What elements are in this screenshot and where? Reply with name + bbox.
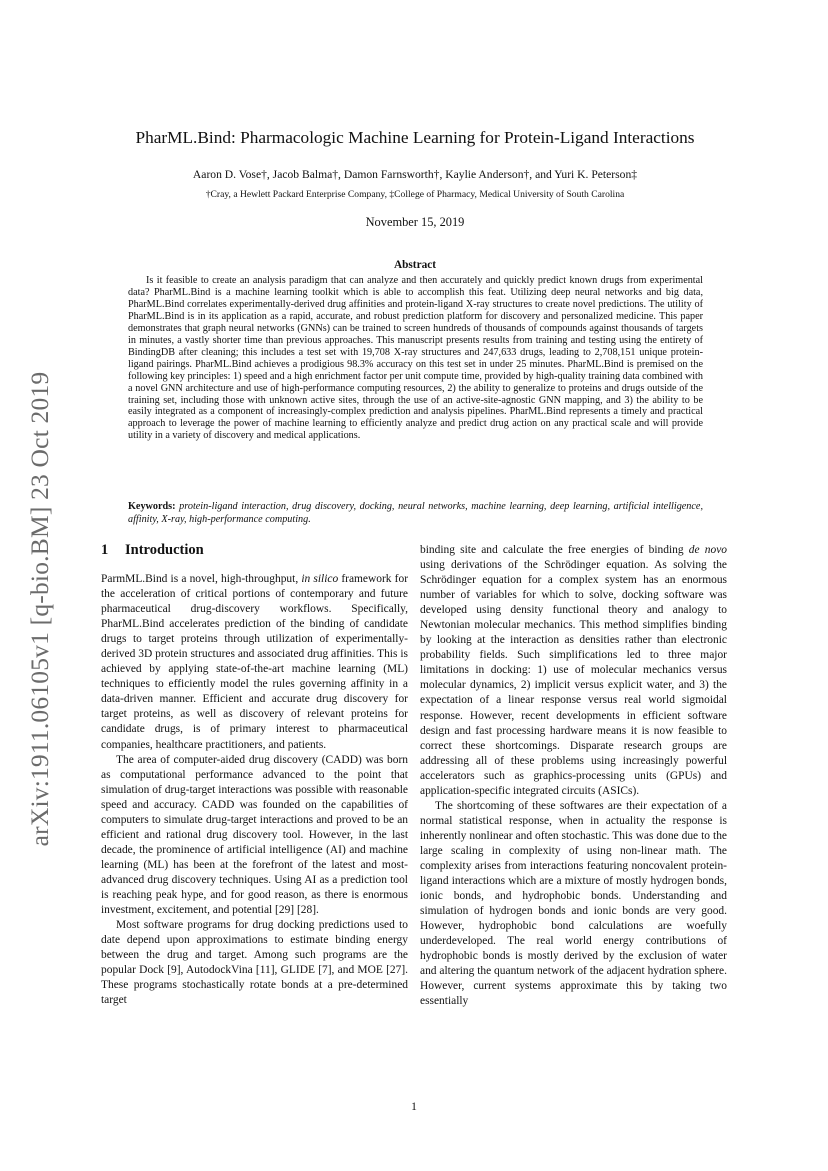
text-span: using derivations of the Schrödinger equation. As solving the Schrödinger equation for a complex system has an enormous number of variables for which to solve, docking software was developed using density functional theory and analogy to Newtonian molecular mechanics. This method simplifies binding by looking at the interaction as densities rather than electronic probability fields. Such simplifications led to three major limitations in docking: 1) use of molecular mechanics versus molecular dynamics, 2) implicit versus explicit water, and 3) the expectation of a linear response versus real world sigmoidal response. However, recent developments in efficient software design and fast processing hardware means it is now feasible to correct these shortcomings. Disparate research groups are addressing all of these problems using increasingly powerful accelerators such as graphics-processing units (GPUs) and application-specific integrated circuits (ASICs). — [420, 559, 727, 797]
keywords-label: Keywords: — [128, 501, 176, 512]
arxiv-identifier-text: arXiv:1911.06105v1 [q-bio.BM] 23 Oct 2019 — [25, 371, 54, 846]
abstract-heading: Abstract — [393, 259, 437, 271]
text-span: binding site and calculate the free energies of binding — [420, 544, 689, 556]
page-number: 1 — [411, 1101, 417, 1113]
text-span: framework for the acceleration of critical portions of contemporary and future pharmaceutical drug-discovery workflows. Specifically, PharML.Bind accelerates prediction of the binding of candidate drugs to target proteins through utilization of experimentally-derived 3D protein structures and associated drug affinities. This is achieved by applying state-of-the-art machine learning (ML) techniques to efficiently model the rules governing affinity in a data-driven manner. Efficient and accurate drug discovery for target proteins, as well as discovery of relevant proteins for candidate drugs, is of primary interest to pharmaceutical companies, healthcare practitioners, and patients. — [101, 573, 409, 751]
text-span: ParmML.Bind is a novel, high-throughput, — [101, 573, 302, 585]
abstract-text: Is it feasible to create an analysis paradigm that can analyze and then accurately and quickly predict known drugs from experimental data? PharML.Bind is a machine learning toolkit which is able to accomplish this feat. Utilizing deep neural networks and big data, PharML.Bind correlates experimentally-derived drug affinities and protein-ligand X-ray structures to create novel predictions. The utility of PharML.Bind is in its application as a rapid, accurate, and robust prediction platform for discovery and personalized medicine. This paper demonstrates that graph neural networks (GNNs) can be trained to screen hundreds of thousands of compounds against thousands of targets in minutes, a vastly shorter time than previous approaches. This manuscript presents results from training and testing using the entirety of BindingDB after cleaning; this includes a test set with 19,708 X-ray structures and 247,633 drugs, leading to 2,708,151 unique protein-ligand pairings. PharML.Bind achieves a prodigious 98.3% accuracy on this test set in under 25 minutes. PharML.Bind is premised on the following key principles: 1) speed and a high enrichment factor per unit compute time, provided by high-quality training data combined with a novel GNN architecture and use of high-performance computing resources, 2) the ability to generalize to proteins and drugs outside of the training set, including those with unknown active sites, through the use of an active-site-agnostic GNN mapping, and 3) the ability to be easily integrated as a component of increasingly-complex prediction and analysis pipelines. PharML.Bind represents a timely and practical approach to leverage the power of machine learning to efficiently analyze and predict drug action on any practical scale and will provide utility in a variety of discovery and medical applications. — [128, 275, 703, 442]
section-heading — [101, 542, 204, 559]
section-title: Introduction — [125, 542, 204, 558]
affiliations: †Cray, a Hewlett Packard Enterprise Company, ‡College of Pharmacy, Medical University of South Carolina — [205, 189, 625, 200]
emphasis-text: in silico — [301, 573, 339, 585]
paper-title: PharML.Bind: Pharmacologic Machine Learning for Protein-Ligand Interactions — [135, 128, 695, 147]
intro-paragraph-2: The area of computer-aided drug discovery (CADD) was born as computational performance advanced to the point that simulation of drug-target interactions was possible with reasonable speed and accuracy. CADD was founded on the capabilities of computers to simulate drug-target interactions and proved to be an efficient and rational drug discovery tool. However, in the last decade, the prominence of artificial intelligence (AI) and machine learning (ML) has been at the forefront of the latest and most-advanced drug discovery techniques. Using AI as a prediction tool is reaching peak hype, and for good reason, as there is enormous investment, excitement, and potential [29] [28]. — [101, 753, 408, 917]
intro-paragraph-4 — [420, 543, 727, 799]
right-column — [420, 543, 727, 1009]
section-number: 1 — [101, 542, 109, 558]
left-column — [101, 572, 408, 1008]
author-list: Aaron D. Vose†, Jacob Balma†, Damon Farnsworth†, Kaylie Anderson†, and Yuri K. Peterson‡ — [192, 168, 638, 181]
intro-paragraph-1 — [101, 572, 408, 753]
intro-paragraph-3: Most software programs for drug docking predictions used to date depend upon approximations to estimate binding energy between the drug and target. Among such programs are the popular Dock [9], AutodockVina [11], GLIDE [7], and MOE [27]. These programs stochastically rotate bonds at a pre-determined target — [101, 919, 408, 1007]
emphasis-text: de novo — [688, 544, 727, 556]
keywords-block — [128, 501, 703, 526]
arxiv-identifier — [20, 346, 60, 871]
intro-paragraph-5: The shortcoming of these softwares are their expectation of a normal statistical response, when in actuality the response is inherently nonlinear and often stochastic. This was done due to the large scaling in complexity of using non-linear math. The complexity arises from interactions featuring noncovalent protein-ligand interactions which are a mixture of mostly hydrogen bonds, ionic bonds, and hydrophobic bonds. Understanding and simulation of hydrogen bonds and ionic bonds are very good. However, hydrophobic bond calculations are woefully underdeveloped. The real world energy contributions of hydrophobic bonds is mostly derived by the exclusion of water and altering the quantum network of the adjacent hydration sphere. However, current systems approximate this by taking two essentially — [420, 799, 727, 1008]
keywords-text: protein-ligand interaction, drug discovery, docking, neural networks, machine learning, deep learning, artificial intelligence, affinity, X-ray, high-performance computing. — [128, 501, 703, 525]
paper-date: November 15, 2019 — [365, 215, 465, 229]
